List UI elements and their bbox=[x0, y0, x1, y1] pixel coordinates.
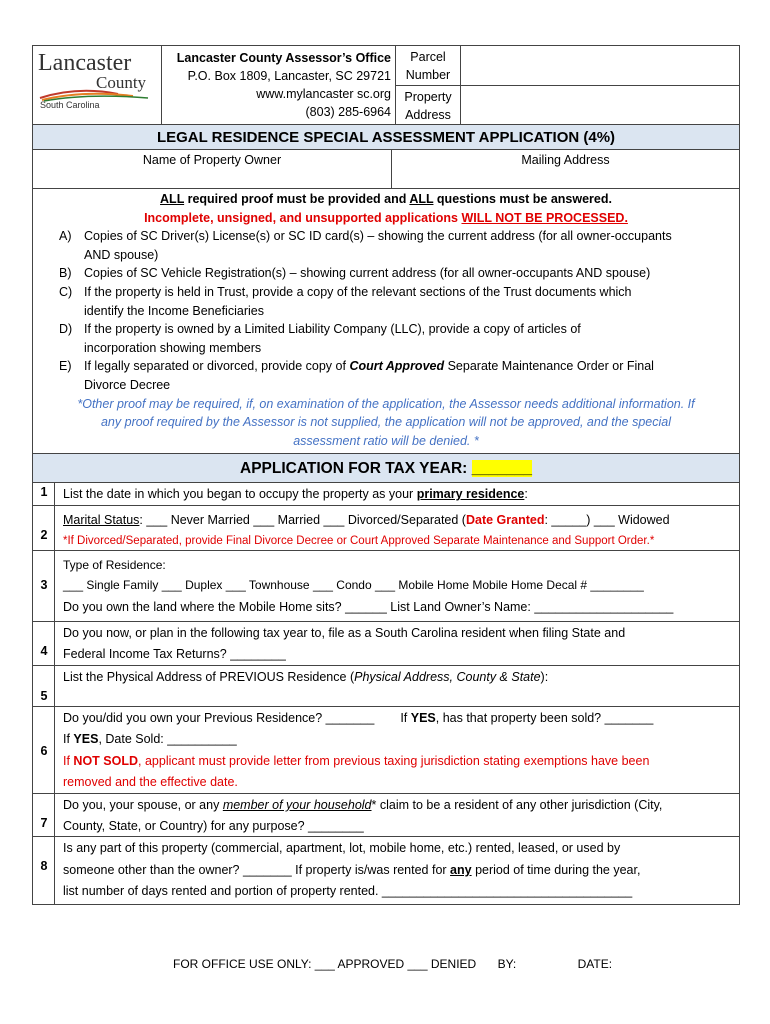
row-6 bbox=[32, 706, 740, 794]
number-column-divider bbox=[54, 482, 55, 905]
office-use-label: FOR OFFICE USE ONLY: ___ APPROVED ___ DENIED bbox=[173, 957, 477, 971]
row-8-line1: Is any part of this property (commercial, apartment, lot, mobile home, etc.) rented, leased, or used by bbox=[63, 841, 621, 855]
row-6-not-sold: NOT SOLD bbox=[73, 754, 139, 768]
row-number: 1 bbox=[40, 485, 48, 499]
row-4-line1: Do you now, or plan in the following tax year to, file as a South Carolina resident when filing State and bbox=[63, 626, 626, 640]
proof-line2-a: Incomplete, unsigned, and unsupported applications bbox=[144, 210, 462, 225]
row-8-pre: someone other than the owner? _______ If property is/was rented for bbox=[63, 863, 451, 877]
row-8 bbox=[32, 836, 740, 905]
proof-item-text-2: AND spouse) bbox=[84, 247, 159, 262]
row-7-pre: Do you, your spouse, or any bbox=[63, 798, 223, 812]
residence-type-options[interactable]: ___ Single Family ___ Duplex ___ Townhouse ___ Condo ___ Mobile Home Mobile Home Decal # ________ bbox=[63, 578, 644, 592]
marital-options: : ___ Never Married ___ Married ___ Divorced/Separated ( bbox=[139, 513, 466, 527]
proof-item-b bbox=[33, 264, 739, 283]
row-number: 2 bbox=[40, 528, 48, 542]
proof-note-line3: assessment ratio will be denied. * bbox=[293, 433, 479, 448]
owner-label: Name of Property Owner bbox=[142, 153, 282, 167]
logo-name-line2: County bbox=[96, 73, 147, 92]
row-6-yes: YES bbox=[410, 711, 436, 725]
row-8-line2[interactable] bbox=[63, 860, 733, 881]
row-number: 4 bbox=[40, 644, 48, 658]
proof-item-letter: D) bbox=[59, 322, 73, 337]
row-7 bbox=[32, 793, 740, 837]
proof-line1 bbox=[33, 190, 739, 209]
tax-year-band bbox=[32, 453, 740, 483]
row-5-pre: List the Physical Address of PREVIOUS Residence ( bbox=[63, 670, 355, 684]
row-7-household: member of your household bbox=[222, 798, 372, 812]
row-6-sold: , has that property been sold? _______ bbox=[435, 711, 654, 725]
row-4 bbox=[32, 621, 740, 666]
row-1 bbox=[32, 482, 740, 506]
proof-line2-b: WILL NOT BE PROCESSED. bbox=[461, 210, 628, 225]
office-use-by: BY: bbox=[497, 957, 517, 971]
office-address: P.O. Box 1809, Lancaster, SC 29721 bbox=[187, 69, 391, 83]
row-2-line1[interactable] bbox=[63, 510, 733, 531]
proof-item-text-2: incorporation showing members bbox=[84, 340, 262, 355]
office-use-footer bbox=[173, 957, 612, 971]
proof-note-line1: *Other proof may be required, if, on examination of the application, the Assessor needs additional information. If bbox=[77, 396, 695, 411]
row-6-line3 bbox=[63, 751, 733, 772]
row-1-text[interactable] bbox=[63, 484, 733, 505]
parcel-label-line1: Parcel bbox=[410, 50, 446, 64]
row-6-line4: removed and the effective date. bbox=[63, 775, 238, 789]
row-6-yes-2: YES bbox=[73, 732, 99, 746]
row-number: 5 bbox=[40, 689, 48, 703]
proof-item-a bbox=[33, 227, 739, 264]
row-2 bbox=[32, 505, 740, 551]
proof-note-line2: any proof required by the Assessor is not supplied, the application will not be approved, and the special bbox=[100, 415, 672, 430]
office-info bbox=[161, 49, 391, 121]
office-phone: (803) 285-6964 bbox=[305, 105, 391, 119]
row-number: 3 bbox=[40, 578, 48, 592]
row-8-line3[interactable]: list number of days rented and portion of property rented. ____________________________________ bbox=[63, 884, 633, 898]
residence-type-label: Type of Residence: bbox=[63, 558, 166, 572]
proof-all-1: ALL bbox=[160, 192, 185, 206]
proof-item-text-2: Divorce Decree bbox=[84, 377, 171, 392]
mailing-label: Mailing Address bbox=[521, 153, 610, 167]
logo-state: South Carolina bbox=[40, 100, 100, 110]
row-6-if: If bbox=[400, 711, 411, 725]
proof-line1-b: required proof must be provided and bbox=[184, 192, 410, 206]
form-title: LEGAL RESIDENCE SPECIAL ASSESSMENT APPLICATION (4%) bbox=[32, 124, 740, 150]
property-label-line2: Address bbox=[405, 108, 451, 122]
row-number: 7 bbox=[40, 816, 48, 830]
proof-item-text: If the property is owned by a Limited Liability Company (LLC), provide a copy of articles of bbox=[84, 322, 581, 337]
row-number: 8 bbox=[40, 859, 48, 873]
proof-line1-d: questions must be answered. bbox=[433, 192, 612, 206]
row-1-underlined: primary residence bbox=[416, 487, 525, 501]
row-6-own-previous: Do you/did you own your Previous Residence? _______ bbox=[63, 711, 375, 725]
county-logo bbox=[38, 52, 158, 112]
office-website[interactable]: www.mylancaster sc.org bbox=[256, 87, 391, 101]
row-3 bbox=[32, 550, 740, 622]
marital-status-label: Marital Status bbox=[63, 513, 140, 527]
proof-all-2: ALL bbox=[409, 192, 434, 206]
parcel-label bbox=[395, 48, 461, 84]
row-number: 6 bbox=[40, 744, 48, 758]
row-5-text[interactable] bbox=[63, 667, 733, 688]
proof-line2 bbox=[33, 209, 739, 228]
proof-item-text: Copies of SC Vehicle Registration(s) – showing current address (for all owner-occupants AND spouse) bbox=[84, 266, 651, 281]
row-7-line1 bbox=[63, 795, 733, 816]
tax-year-input[interactable]: _______ bbox=[471, 460, 532, 477]
row-5-italic: Physical Address, County & State bbox=[354, 670, 541, 684]
row-5 bbox=[32, 665, 740, 707]
row-1-pre: List the date in which you began to occupy the property as your bbox=[63, 487, 417, 501]
proof-item-text: Copies of SC Driver(s) License(s) or SC ID card(s) – showing the current address (for all owner-occupants bbox=[84, 229, 672, 244]
proof-item-text: If the property is held in Trust, provide a copy of the relevant sections of the Trust documents which bbox=[84, 284, 632, 299]
row-6-line2[interactable] bbox=[63, 729, 733, 750]
property-address-field[interactable] bbox=[460, 85, 740, 125]
office-name: Lancaster County Assessor’s Office bbox=[176, 51, 391, 65]
question-rows bbox=[32, 482, 740, 905]
proof-item-letter: A) bbox=[59, 229, 72, 244]
marital-options-end: : _____) ___ Widowed bbox=[544, 513, 670, 527]
logo-name-line1: Lancaster bbox=[38, 50, 132, 76]
property-label-line1: Property bbox=[404, 90, 452, 104]
parcel-label-line2: Number bbox=[405, 68, 451, 82]
row-2-note: *If Divorced/Separated, provide Final Divorce Decree or Court Approved Separate Maintenance and Support Order.* bbox=[63, 535, 655, 547]
row-1-post: : bbox=[524, 487, 528, 501]
row-6-letter: , applicant must provide letter from previous taxing jurisdiction stating exemptions have been bbox=[138, 754, 650, 768]
tax-year-label: APPLICATION FOR TAX YEAR: bbox=[240, 460, 472, 477]
proof-note bbox=[33, 395, 739, 451]
proof-item-letter: E) bbox=[59, 359, 72, 374]
row-7-post: * claim to be a resident of any other jurisdiction (City, bbox=[371, 798, 663, 812]
property-label bbox=[395, 88, 461, 124]
office-use-date: DATE: bbox=[577, 957, 613, 971]
proof-e-post: Separate Maintenance Order or Final bbox=[444, 359, 654, 374]
mobile-home-land[interactable]: Do you own the land where the Mobile Home sits? ______ List Land Owner’s Name: ____________________ bbox=[63, 600, 674, 614]
row-4-line2[interactable]: Federal Income Tax Returns? ________ bbox=[63, 647, 286, 661]
proof-item-text-2: identify the Income Beneficiaries bbox=[84, 303, 264, 318]
row-8-post: period of time during the year, bbox=[471, 863, 641, 877]
proof-item-e bbox=[33, 357, 739, 394]
row-6-if-2: If bbox=[63, 732, 74, 746]
proof-item-letter: C) bbox=[59, 284, 73, 299]
proof-e-pre: If legally separated or divorced, provide copy of bbox=[84, 359, 350, 374]
proof-item-text bbox=[84, 357, 739, 376]
row-7-line2[interactable]: County, State, or Country) for any purpose? ________ bbox=[63, 819, 364, 833]
row-6-line1[interactable] bbox=[63, 708, 733, 729]
row-5-post: ): bbox=[540, 670, 549, 684]
proof-e-bold: Court Approved bbox=[349, 359, 445, 374]
date-granted-label: Date Granted bbox=[465, 513, 545, 527]
proof-content bbox=[33, 190, 739, 450]
parcel-number-field[interactable] bbox=[460, 45, 740, 86]
row-6-if-3: If bbox=[63, 754, 74, 768]
proof-item-c bbox=[33, 283, 739, 320]
proof-item-d bbox=[33, 320, 739, 357]
row-8-any: any bbox=[450, 863, 472, 877]
proof-item-letter: B) bbox=[59, 266, 72, 281]
row-6-date-sold: , Date Sold: __________ bbox=[98, 732, 237, 746]
